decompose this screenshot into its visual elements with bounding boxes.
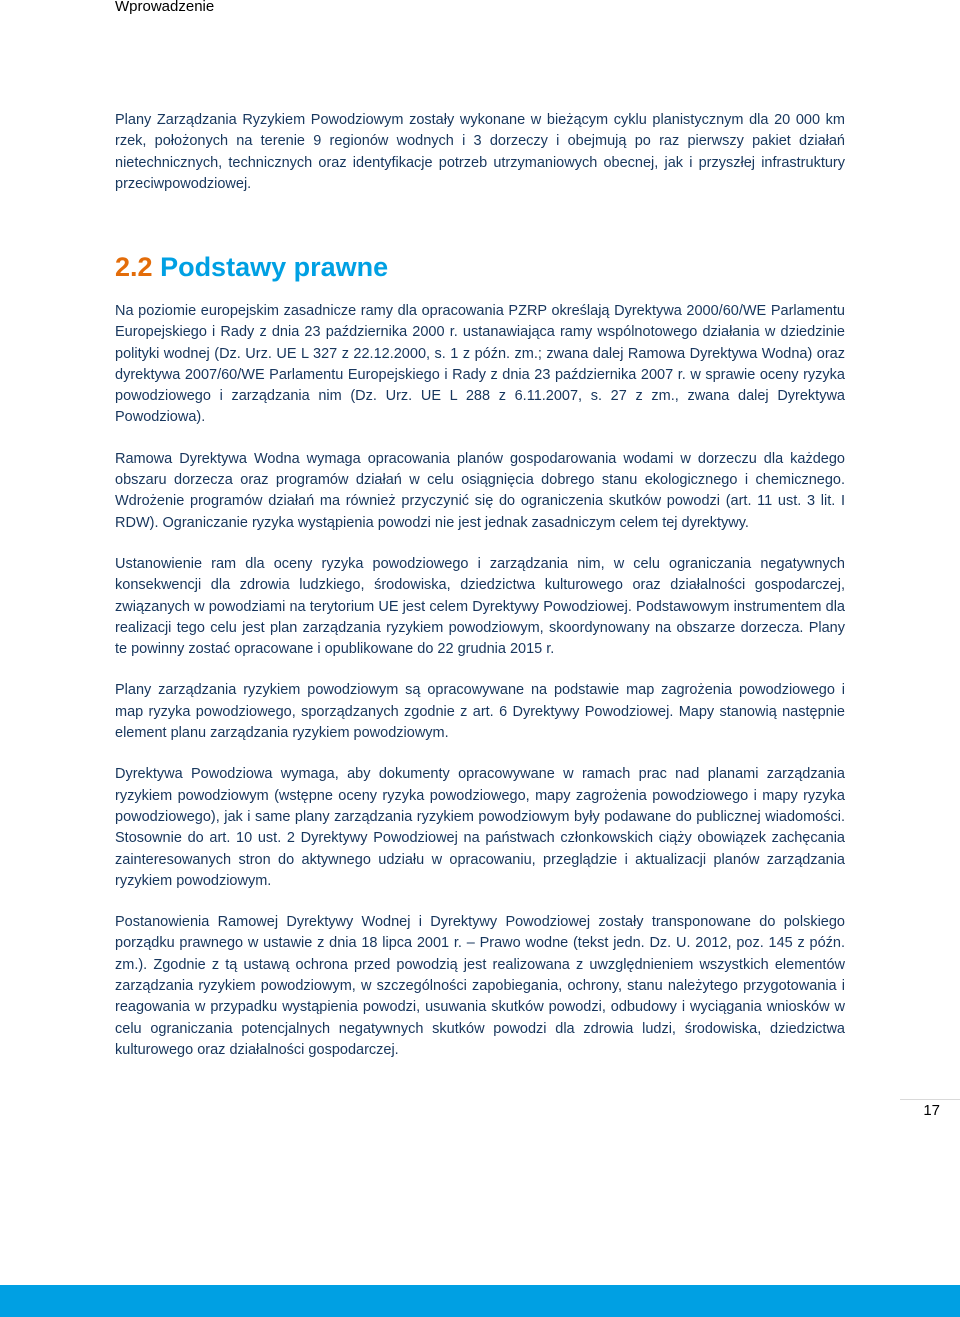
intro-block xyxy=(115,110,845,195)
section-number: 2.2 xyxy=(115,252,153,282)
page-number-box xyxy=(900,1099,960,1126)
body-paragraph: Na poziomie europejskim zasadnicze ramy dla opracowania PZRP określają Dyrektywa 2000/60/WE Parlamentu Europejskiego i Rady z dnia 23 października 2000 r. ustanawiająca ramy wspólnotowego działania w dziedzinie polityki wodnej (Dz. Urz. UE L 327 z 22.12.2000, s. 1 z późn. zm.; zwana dalej Ramowa Dyrektywa Wodna) oraz dyrektywa 2007/60/WE Parlamentu Europejskiego i Rady z dnia 23 października 2007 r. w sprawie oceny ryzyka powodziowego i zarządzania nim (Dz. Urz. UE L 288 z 6.11.2007, s. 27 z zm., zwana dalej Dyrektywa Powodziowa). xyxy=(115,303,845,426)
body-paragraph: Ustanowienie ram dla oceny ryzyka powodziowego i zarządzania nim, w celu ograniczania negatywnych konsekwencji dla zdrowia ludzkiego, środowiska, dziedzictwa kulturowego oraz działalności gospodarczej, związanych w powodziami na terytorium UE jest celem Dyrektywy Powodziowej. Podstawowym instrumentem dla realizacji tego celu jest plan zarządzania ryzykiem powodziowym, skoordynowany na obszarze dorzecza. Plany te powinny zostać opracowane i opublikowane do 22 grudnia 2015 r. xyxy=(115,555,845,658)
footer-accent-bar xyxy=(0,1285,960,1317)
body-paragraph: Ramowa Dyrektywa Wodna wymaga opracowania planów gospodarowania wodami w dorzeczu dla każdego obszaru dorzecza oraz programów działań w celu osiągnięcia dobrego stanu ekologicznego i chemicznego. Wdrożenie programów działań ma również przyczynić się do ograniczenia skutków powodzi (art. 11 ust. 3 lit. I RDW). Ograniczanie ryzyka wystąpienia powodzi nie jest jednak zasadniczym celem tej dyrektywy. xyxy=(115,450,845,531)
body-paragraph: Plany zarządzania ryzykiem powodziowym są opracowywane na podstawie map zagrożenia powodziowego i map ryzyka powodziowego, sporządzanych zgodnie z art. 6 Dyrektywy Powodziowej. Mapy stanowią następnie element planu zarządzania ryzykiem powodziowym. xyxy=(115,682,845,742)
body-paragraph: Postanowienia Ramowej Dyrektywy Wodnej i Dyrektywy Powodziowej zostały transponowane do polskiego porządku prawnego w ustawie z dnia 18 lipca 2001 r. – Prawo wodne (tekst jedn. Dz. U. 2012, poz. 145 z późn. zm.). Zgodnie z tą ustawą ochrona przed powodzią jest realizowana z uwzględnieniem wszystkich elementów zarządzania ryzykiem powodziowym, w szczególności zapobiegania, ochrony, stanu należytego przygotowania i reagowania w przypadku wystąpienia powodzi, usuwania skutków powodzi, odbudowy i wyciągania wniosków w celu ograniczania potencjalnych negatywnych skutków powodzi dla zdrowia ludzi, środowiska, dziedzictwa kulturowego oraz działalności gospodarczej. xyxy=(115,914,845,1058)
page-number: 17 xyxy=(923,1102,940,1119)
section-title: Podstawy prawne xyxy=(160,252,389,282)
body-paragraph: Dyrektywa Powodziowa wymaga, aby dokumenty opracowywane w ramach prac nad planami zarządzania ryzykiem powodziowym (wstępne oceny ryzyka powodziowego, mapy zagrożenia powodziowego i mapy ryzyka powodziowego), jak i same plany zarządzania ryzykiem powodziowym były podawane do publicznej wiadomości. Stosownie do art. 10 ust. 2 Dyrektywy Powodziowej na państwach członkowskich ciąży obowiązek zachęcania zainteresowanych stron do aktywnego udziału w opracowaniu, przeglądzie i aktualizacji planów zarządzania ryzykiem powodziowym. xyxy=(115,766,845,889)
running-header: Wprowadzenie xyxy=(115,0,215,15)
intro-paragraph: Plany Zarządzania Ryzykiem Powodziowym zostały wykonane w bieżącym cyklu planistycznym dla 20 000 km rzek, położonych na terenie 9 regionów wodnych i 3 dorzeczy i obejmują po raz pierwszy pakiet działań nietechnicznych, technicznych oraz identyfikacje potrzeb utrzymaniowych obecnej, jak i przyszłej infrastruktury przeciwpowodziowej. xyxy=(115,112,845,192)
section-heading xyxy=(115,248,388,286)
section-body xyxy=(115,301,845,1081)
